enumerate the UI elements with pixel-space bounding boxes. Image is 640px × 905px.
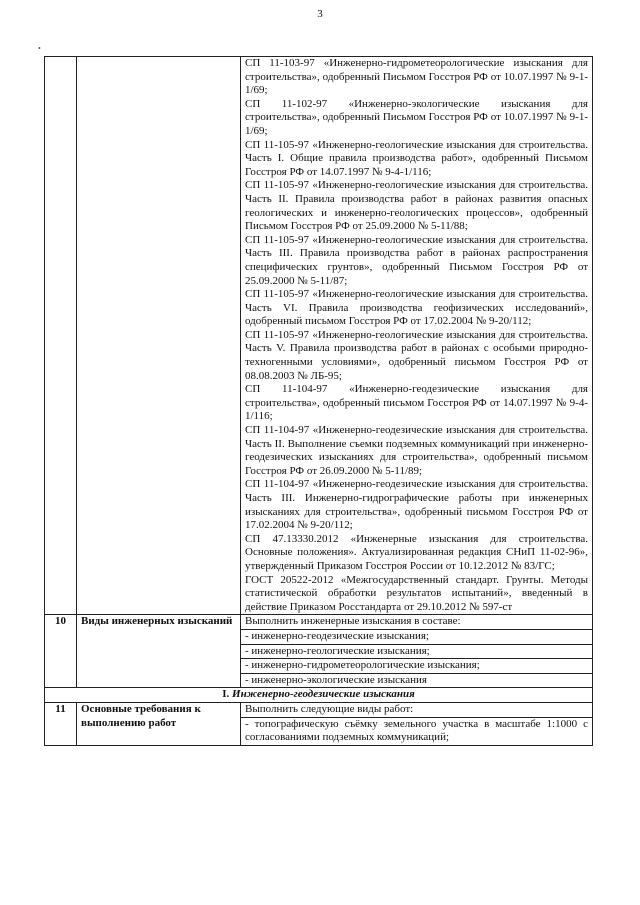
- page-number: 3: [317, 8, 323, 20]
- list-item: - инженерно-экологические изыскания: [245, 673, 427, 686]
- reference-item: СП 11-104-97 «Инженерно-геодезические изыскания для строительства. Часть III. Инженерно-гидрографические работы при инженерных изысканиях для строительства», одобренный письмом Госстроя РФ от 17.02.2004 № 9-20/112;: [245, 478, 588, 532]
- list-item: - топографическую съёмку земельного участка в масштабе 1:1000 с согласованиями подземных коммуникаций;: [245, 717, 588, 744]
- list-item: - инженерно-гидрометеорологические изыскания;: [241, 659, 592, 674]
- list-item: - инженерно-геологические изыскания;: [241, 645, 592, 660]
- table-row: [45, 57, 593, 615]
- reference-item: СП 11-103-97 «Инженерно-гидрометеорологические изыскания для строительства», одобренный Письмом Госстроя РФ от 10.07.1997 № 9-1-1/69;: [245, 57, 588, 97]
- margin-mark: •: [38, 44, 41, 53]
- row-label-cell: [77, 57, 241, 615]
- table-row: [45, 615, 593, 688]
- requirements-table: [44, 56, 593, 746]
- reference-item: СП 11-105-97 «Инженерно-геологические изыскания для строительства. Часть II. Правила производства работ в районах развития опасных геологических и инженерно-геологических процессов», одобренный Письмом Госстроя РФ от 25.09.2000 № 5-11/88;: [245, 179, 588, 233]
- section-title: Инженерно-геодезические изыскания: [232, 688, 415, 701]
- reference-item: СП 11-105-97 «Инженерно-геологические изыскания для строительства. Часть VI. Правила производства геофизических исследований», одобренный письмом Госстроя РФ от 17.02.2004 № 9-20/112;: [245, 288, 588, 328]
- reference-item: СП 47.13330.2012 «Инженерные изыскания для строительства. Основные положения». Актуализированная редакция СНиП 11-02-96», утвержденный Приказом Госстроя России от 10.12.2012 № 83/ГС;: [245, 532, 588, 572]
- work-types-cell: [241, 702, 593, 745]
- reference-item: СП 11-105-97 «Инженерно-геологические изыскания для строительства. Часть I. Общие правила производства работ», одобренный Письмом Госстроя РФ от 14.07.1997 № 9-4-1/116;: [245, 138, 588, 178]
- reference-item: СП 11-104-97 «Инженерно-геодезические изыскания для строительства», одобренный письмом Госстроя РФ от 14.07.1997 № 9-4-1/116;: [245, 383, 588, 423]
- row-number-cell: [45, 57, 77, 615]
- section-heading: [45, 688, 593, 703]
- row-label: Виды инженерных изысканий: [77, 615, 241, 688]
- reference-item: СП 11-105-97 «Инженерно-геологические изыскания для строительства. Часть III. Правила производства работ в районах распространения специфических грунтов», одобренный Письмом Госстроя РФ от 25.09.2000 № 5-11/87;: [245, 233, 588, 287]
- reference-item: СП 11-104-97 «Инженерно-геодезические изыскания для строительства. Часть II. Выполнение съемки подземных коммуникаций при инженерно-геодезических изысканиях для строительства», одобренный письмом Госстроя РФ от 26.09.2000 № 5-11/89;: [245, 424, 588, 477]
- reference-item: ГОСТ 20522-2012 «Межгосударственный стандарт. Грунты. Методы статистической обработки результатов испытаний», введенный в действие Приказом Росстандарта от 29.10.2012 № 597-ст: [245, 573, 588, 613]
- section-header-row: [45, 688, 593, 703]
- survey-types-cell: [241, 615, 593, 688]
- row-label: Основные требования к выполнению работ: [77, 702, 241, 745]
- row-number: 10: [45, 615, 77, 688]
- table-row: [45, 702, 593, 745]
- list-intro: Выполнить инженерные изыскания в составе:: [241, 615, 592, 630]
- references-cell: [241, 57, 593, 615]
- list-intro: Выполнить следующие виды работ:: [241, 703, 592, 718]
- section-roman: I.: [222, 688, 230, 701]
- reference-item: СП 11-102-97 «Инженерно-экологические изыскания для строительства», одобренный Письмом Госстроя РФ от 10.07.1997 № 9-1-1/69;: [245, 97, 588, 137]
- row-number: 11: [45, 702, 77, 745]
- list-item: - инженерно-геодезические изыскания;: [241, 630, 592, 645]
- reference-item: СП 11-105-97 «Инженерно-геологические изыскания для строительства. Часть V. Правила производства работ в районах с особыми природно-техногенными условиями», одобренный письмом Госстроя РФ от 08.08.2003 № ЛБ-95;: [245, 328, 588, 382]
